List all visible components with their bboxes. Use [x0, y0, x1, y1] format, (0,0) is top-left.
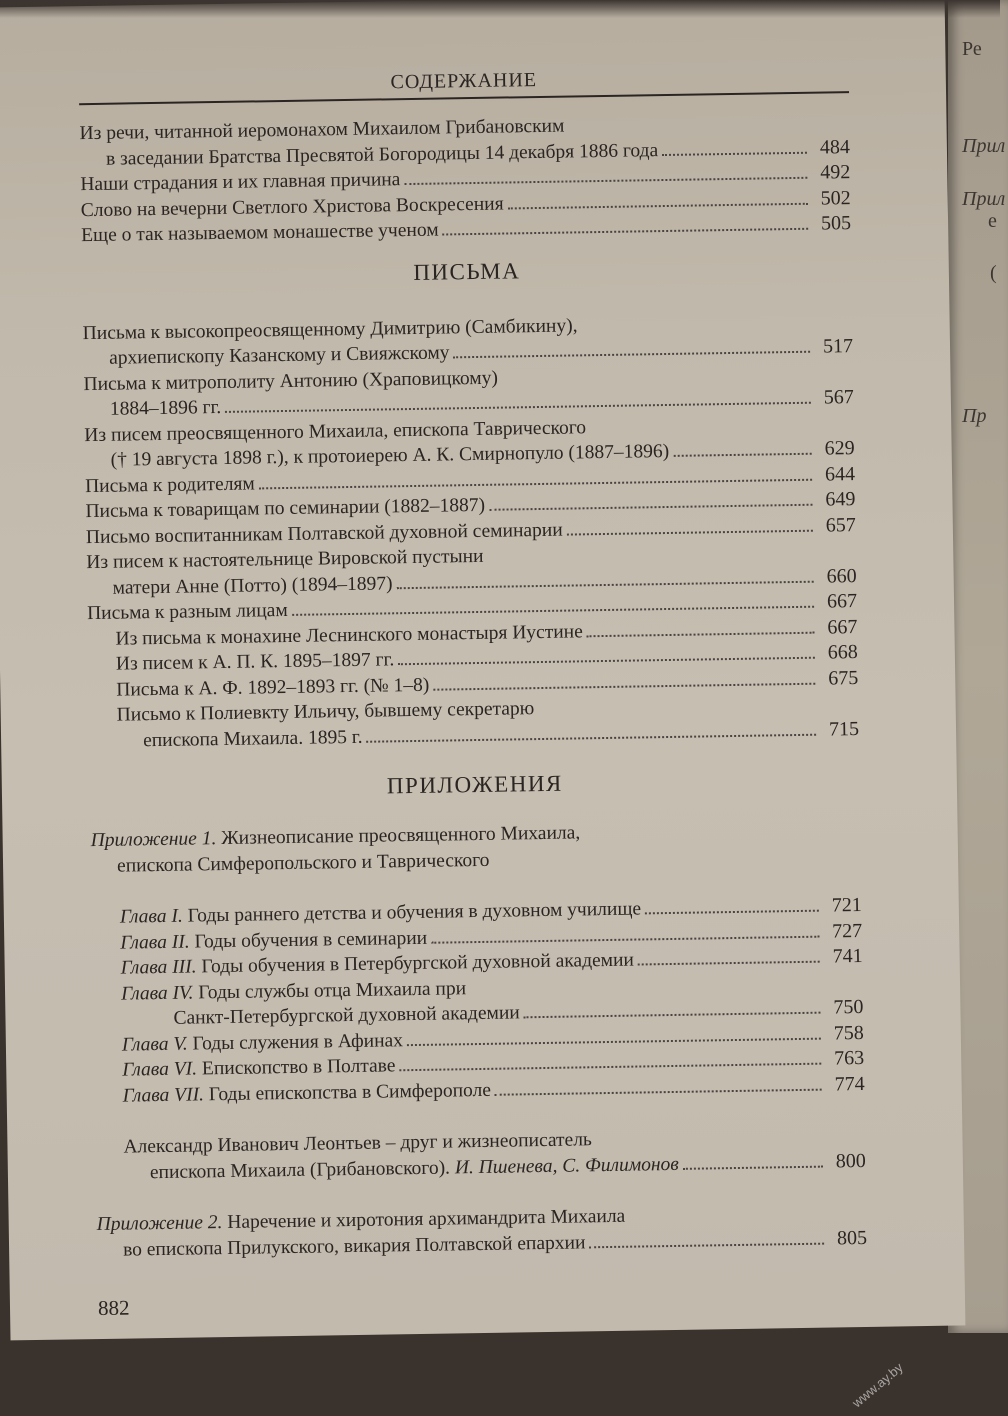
- leader-dots: [225, 402, 811, 413]
- page-ref: 492: [820, 161, 851, 184]
- page-ref: 774: [834, 1072, 865, 1095]
- page-header: СОДЕРЖАНИЕ: [79, 64, 849, 105]
- entry-authors: И. Пшенева, С. Филимонов: [454, 1153, 679, 1178]
- entry-title: Письма к товарищам по семинарии (1882–1887): [85, 494, 486, 523]
- entry-title: Еще о так называемом монашестве ученом: [81, 219, 439, 247]
- entry-title-continuation: епископа Михаила (Грибановского).: [149, 1156, 451, 1183]
- leader-dots: [489, 504, 812, 511]
- leader-dots: [589, 1242, 824, 1248]
- chapter-label: Глава IV.: [120, 982, 194, 1005]
- leader-dots: [567, 529, 813, 535]
- leader-dots: [431, 935, 819, 943]
- chapter-title: Годы служения в Афинах: [192, 1029, 404, 1055]
- adjacent-page-fragment: е: [988, 210, 997, 232]
- chapter-title: Годы службы отца Михаила при: [198, 977, 467, 1003]
- page-ref: 660: [826, 564, 857, 588]
- entry-title: Жизнеописание преосвященного Михаила,: [221, 822, 581, 850]
- chapter-title: Годы обучения в семинарии: [194, 927, 428, 952]
- leader-dots: [407, 1037, 821, 1046]
- entry-title-continuation: епископа Симферопольского и Таврического: [116, 849, 490, 877]
- entry-title: Письма к разным лицам: [86, 599, 288, 625]
- entry-title-continuation: архиепископу Казанскому и Свияжскому: [108, 342, 450, 369]
- entry-title-continuation: во епископа Прилукского, викария Полтавской епархии: [122, 1231, 586, 1261]
- page-ref: 750: [833, 995, 864, 1019]
- entry-title: Письма к родителям: [84, 472, 255, 497]
- chapter-title: Годы раннего детства и обучения в духовном училище: [187, 898, 642, 927]
- page-ref: 629: [824, 437, 855, 460]
- leader-dots: [662, 151, 807, 155]
- appendix-label: Приложение 1.: [90, 828, 217, 852]
- page-ref: 505: [820, 212, 852, 235]
- chapter-label: Глава VII.: [122, 1083, 205, 1107]
- leader-dots: [397, 580, 814, 589]
- toc-sub-entry: [117, 691, 860, 754]
- letters-sub-entries: [87, 615, 859, 755]
- entry-title: Наши страдания и их главная причина: [80, 169, 401, 196]
- leader-dots: [495, 1088, 822, 1095]
- entry-title-continuation: († 19 августа 1898 г.), к протоиерею А. К. Смирнопуло (1887–1896): [110, 440, 670, 471]
- entry-title: Александр Иванович Леонтьев – друг и жизнеописатель: [123, 1129, 593, 1158]
- entry-title: Письмо к Полиевкту Ильичу, бывшему секретарю: [116, 698, 535, 726]
- page-ref: 758: [833, 1021, 864, 1044]
- entry-title: Наречение и хиротония архимандрита Михаила: [227, 1205, 626, 1233]
- chapter-title: Годы епископства в Симферополе: [208, 1079, 492, 1105]
- chapter-label: Глава V.: [121, 1033, 188, 1056]
- appendix-1: [90, 816, 867, 1263]
- entry-title: Слово на вечерни Светлого Христова Воскресения: [80, 193, 504, 221]
- entry-title: Письма к А. Ф. 1892–1893 гг. (№ 1–8): [116, 674, 430, 701]
- adjacent-page-fragment: Пр: [962, 405, 987, 427]
- leader-dots: [587, 631, 815, 637]
- page-ref: 721: [831, 893, 862, 917]
- page-ref: 741: [832, 944, 863, 968]
- top-entries: [79, 109, 851, 249]
- entry-title: Письмо воспитанникам Полтавской духовной семинарии: [85, 519, 563, 548]
- chapter-label: Глава VI.: [122, 1058, 198, 1081]
- adjacent-page-fragment: Ре: [962, 38, 982, 60]
- chapter-list: [92, 893, 866, 1186]
- entry-title: Из писем к А. П. К. 1895–1897 гг.: [115, 649, 395, 675]
- appendix-label: Приложение 2.: [96, 1212, 223, 1236]
- page-ref: 800: [835, 1149, 866, 1172]
- leader-dots: [292, 606, 814, 616]
- background-edge: [0, 0, 1000, 18]
- entry-title-continuation: епископа Михаила. 1895 г.: [142, 726, 363, 751]
- adjacent-page-fragment: (: [990, 262, 997, 284]
- chapter-label: Глава I.: [119, 905, 183, 928]
- section-title-letters: ПИСЬМА: [413, 257, 521, 285]
- entry-title: Письма к митрополиту Антонию (Храповицкому): [83, 367, 499, 395]
- leader-dots: [524, 1012, 821, 1019]
- leader-dots: [400, 1063, 822, 1072]
- page-ref: 502: [820, 186, 851, 210]
- leader-dots: [683, 1165, 823, 1169]
- adjacent-page-fragment: Прил: [962, 135, 1006, 157]
- page-ref: 657: [825, 513, 856, 537]
- section-title-appendices: ПРИЛОЖЕНИЯ: [386, 770, 563, 799]
- chapter-title-continuation: Санкт-Петербургской духовной академии: [173, 1002, 520, 1029]
- leader-dots: [508, 202, 808, 209]
- entry-title-continuation: 1884–1896 гг.: [109, 396, 222, 420]
- chapter-label: Глава III.: [120, 956, 197, 979]
- page-ref: 517: [822, 335, 854, 358]
- leader-dots: [398, 657, 815, 666]
- leader-dots: [638, 961, 820, 966]
- letters-entries: [83, 309, 860, 755]
- leader-dots: [673, 453, 811, 457]
- page-ref: 567: [823, 386, 854, 409]
- watermark: www.ay.by: [849, 1359, 906, 1411]
- leader-dots: [443, 228, 809, 236]
- entry-title-continuation: в заседании Братства Пресвятой Богородицы 14 декабря 1886 года: [105, 139, 659, 170]
- entry-title: Из писем преосвященного Михаила, епископа Таврического: [84, 416, 587, 446]
- page-ref: 675: [828, 666, 859, 689]
- entry-title: Письма к высокопреосвященному Димитрию (Самбикину),: [82, 314, 578, 344]
- page-ref: 805: [836, 1226, 868, 1249]
- leader-dots: [645, 910, 819, 915]
- page-number: 882: [97, 1295, 130, 1321]
- chapter-title: Годы обучения в Петербургской духовной академии: [201, 949, 635, 978]
- page-ref: 763: [834, 1046, 865, 1070]
- page-ref: 649: [825, 488, 856, 511]
- page-ref: 644: [824, 462, 856, 486]
- chapter-title: Епископство в Полтаве: [201, 1055, 396, 1080]
- leader-dots: [259, 478, 812, 489]
- entry-title: Из писем к настоятельнице Вировской пустыни: [86, 545, 484, 574]
- adjacent-page-fragment: Прил: [962, 188, 1006, 210]
- page-ref: 668: [827, 641, 858, 664]
- page-ref: 667: [826, 590, 858, 613]
- entry-title-continuation: матери Анне (Потто) (1894–1897): [112, 572, 393, 599]
- toc-entry-appendix-2: [97, 1200, 868, 1263]
- leader-dots: [404, 177, 807, 185]
- page-ref: 715: [828, 717, 860, 740]
- table-of-contents: [79, 64, 868, 1263]
- entry-title: Из речи, читанной иеромонахом Михаилом Грибановским: [79, 115, 565, 145]
- leader-dots: [454, 351, 811, 359]
- chapter-label: Глава II.: [120, 931, 190, 954]
- entry-title: Из письма к монахине Леснинского монастыря Иустине: [115, 620, 583, 650]
- leader-dots: [367, 733, 817, 742]
- page-ref: 667: [827, 615, 858, 638]
- leader-dots: [433, 682, 815, 690]
- page-ref: 484: [819, 135, 851, 159]
- page-ref: 727: [832, 919, 863, 942]
